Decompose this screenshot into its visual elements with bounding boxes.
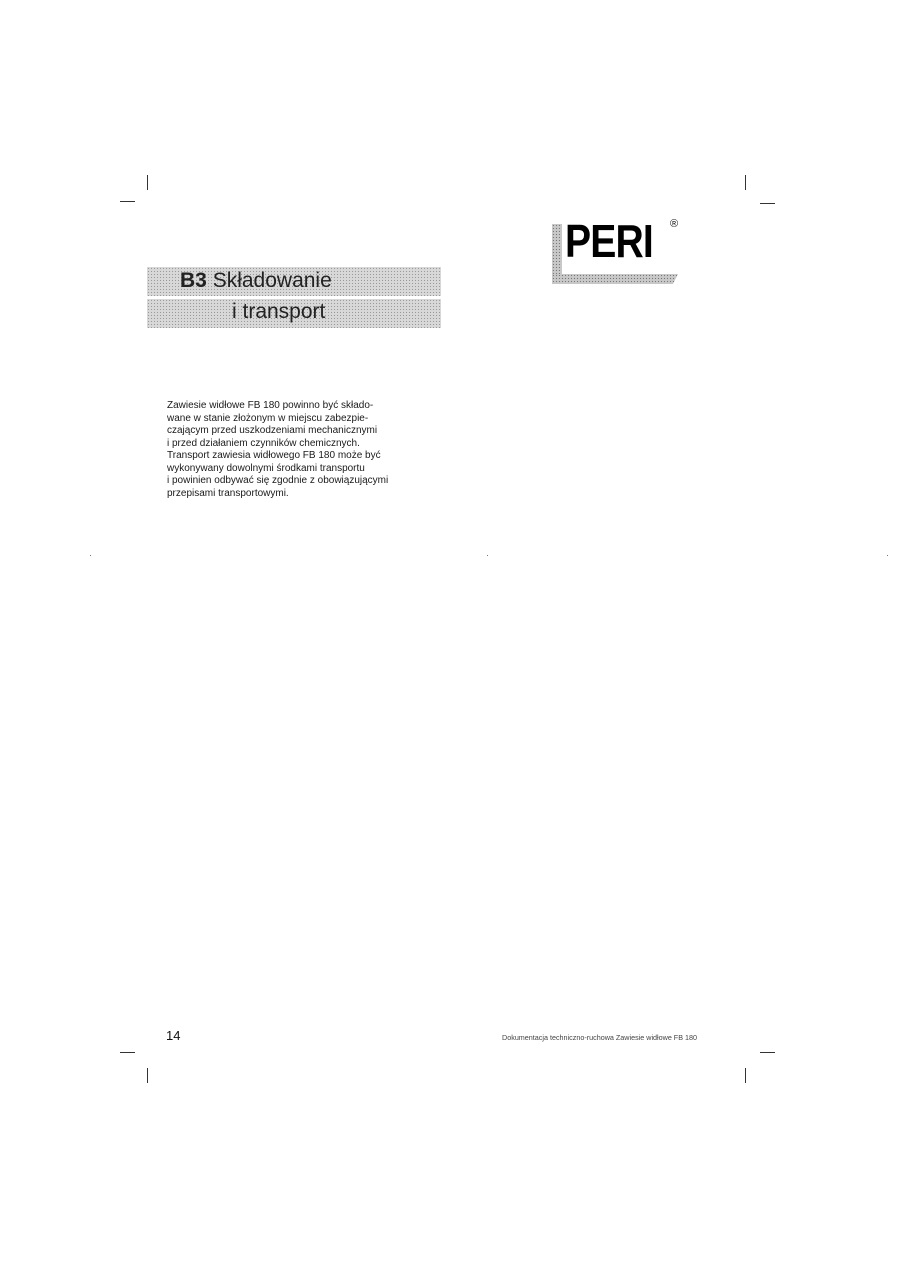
crop-mark <box>120 201 135 202</box>
registration-dot <box>487 555 488 556</box>
text-line: Transport zawiesia widłowego FB 180 może być <box>167 450 381 461</box>
logo-text: PERI <box>565 215 653 267</box>
crop-mark <box>147 175 148 190</box>
section-code: B3 <box>180 269 207 292</box>
crop-mark <box>745 175 746 190</box>
text-line: wane w stanie złożonym w miejscu zabezpie- <box>167 412 369 424</box>
crop-mark <box>760 1052 775 1053</box>
section-title-line2: i transport <box>232 300 326 323</box>
body-paragraph <box>167 400 467 500</box>
registered-mark: ® <box>670 218 679 230</box>
crop-mark <box>120 1052 135 1053</box>
text-line: i powinien odbywać się zgodnie z obowiązującymi <box>167 475 389 486</box>
section-title <box>180 269 332 293</box>
text-line: przepisami transportowymi. <box>167 487 289 499</box>
text-line: czającym przed uszkodzeniami mechanicznymi <box>167 425 378 436</box>
section-title-line1: Składowanie <box>212 269 332 292</box>
peri-logo <box>552 215 682 288</box>
page-number: 14 <box>166 1028 181 1043</box>
crop-mark <box>745 1068 746 1083</box>
crop-mark <box>147 1068 148 1083</box>
registration-dot <box>90 555 91 556</box>
text-line: i przed działaniem czynników chemicznych. <box>167 437 360 449</box>
text-line: Zawiesie widłowe FB 180 powinno być składo- <box>167 400 374 411</box>
registration-dot <box>887 555 888 556</box>
footer-document-title: Dokumentacja techniczno-ruchowa Zawiesie widłowe FB 180 <box>502 1033 697 1042</box>
logo-bar <box>552 274 678 284</box>
text-line: wykonywany dowolnymi środkami transportu <box>167 462 365 474</box>
crop-mark <box>760 203 775 204</box>
